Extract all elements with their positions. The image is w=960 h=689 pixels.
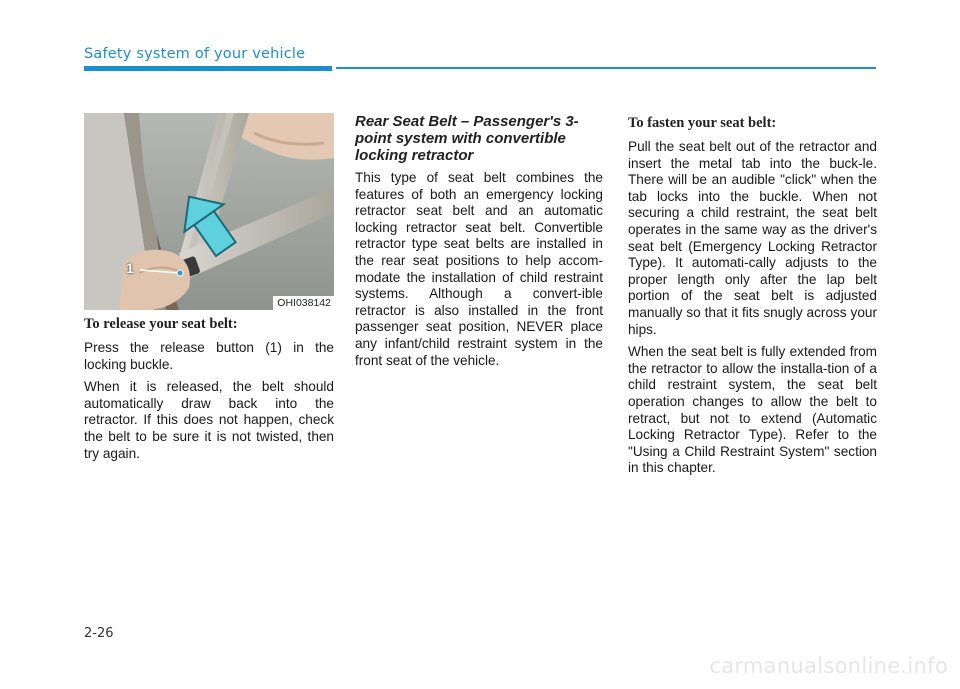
release-paragraph-1: Press the release button (1) in the locking buckle. — [84, 340, 334, 372]
release-heading: To release your seat belt: — [84, 316, 238, 332]
watermark: carmanualsonline.info — [709, 654, 948, 678]
left-column — [84, 316, 334, 462]
rear-seat-belt-heading: Rear Seat Belt – Passenger's 3-point system with convertible locking retractor — [355, 113, 579, 164]
page-number: 2-26 — [84, 626, 114, 641]
right-column — [628, 115, 877, 477]
seat-belt-release-photo — [84, 113, 334, 310]
fasten-paragraph-2: When the seat belt is fully extended from the retractor to allow the installa-tion of a child restraint system, the seat belt operation changes to allow the belt to retract, but not to extend (Automatic Locking Retractor Type). Refer to the "Using a Child Restraint System" section in this chapter. — [628, 344, 877, 476]
middle-column — [355, 113, 603, 369]
callout-number: 1 — [126, 260, 134, 276]
section-title: Safety system of your vehicle — [84, 46, 306, 62]
header-rule-thick — [84, 66, 332, 71]
fasten-heading: To fasten your seat belt: — [628, 115, 777, 131]
seat-belt-illustration — [84, 113, 334, 310]
release-paragraph-2: When it is released, the belt should automatically draw back into the retractor. If this does not happen, check the belt to be sure it is not twisted, then try again. — [84, 379, 334, 461]
figure-code: OHI038142 — [273, 296, 334, 310]
fasten-paragraph-1: Pull the seat belt out of the retractor and insert the metal tab into the buck-le. There will be an audible "click" when the tab locks into the buckle. When not securing a child restraint, the seat belt operates in the same way as the driver's seat belt (Emergency Locking Retractor Type). It automati-cally adjusts to the proper length only after the lap belt portion of the seat belt is adjusted manually so that it fits snugly across your hips. — [628, 139, 877, 337]
rear-seat-belt-paragraph: This type of seat belt combines the features of both an emergency locking retractor seat belt and an automatic locking retractor seat belt. Convertible retractor type seat belts are installed in the rear seat positions to help accom-modate the installation of child restraint systems. Although a convert-ible retractor is also installed in the front passenger seat position, NEVER place any infant/child restraint system in the front seat of the vehicle. — [355, 170, 603, 368]
header-rule-thin — [336, 67, 876, 69]
